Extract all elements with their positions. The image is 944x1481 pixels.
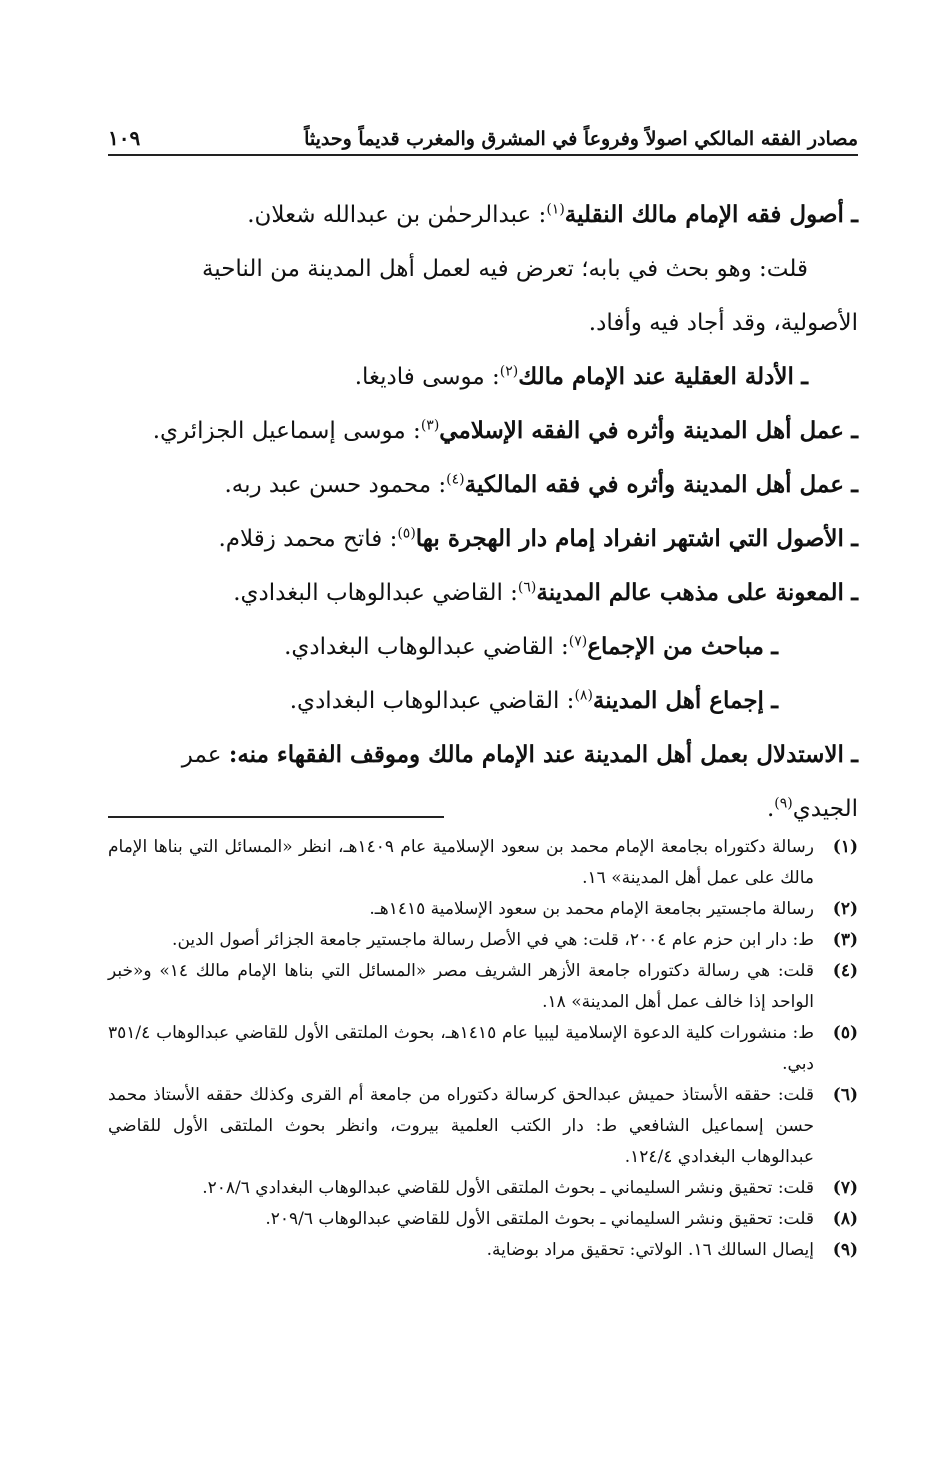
entry-8 bbox=[108, 674, 858, 728]
entry-title: أصول فقه الإمام مالك النقلية bbox=[564, 201, 844, 228]
footnote-marker: (٤) bbox=[446, 471, 465, 488]
footnote-text: إيصال السالك ١٦. الولاتي: تحقيق مراد بوضاية. bbox=[486, 1240, 814, 1260]
footnote-number: (٥) bbox=[832, 1023, 858, 1043]
footnote-text: قلت: هي رسالة دكتوراه جامعة الأزهر الشريف مصر «المسائل التي بناها الإمام مالك ١٤» و«خبر الواحد إذا خالف عمل أهل المدينة» ١٨. bbox=[108, 961, 814, 1012]
footnote-marker: (٨) bbox=[574, 687, 593, 704]
footnote-6 bbox=[108, 1080, 858, 1173]
footnote-number: (٧) bbox=[832, 1178, 858, 1198]
footnote-marker: (٥) bbox=[397, 525, 416, 542]
footnote-3 bbox=[108, 925, 858, 956]
entry-author: : موسى إسماعيل الجزائري. bbox=[152, 418, 421, 444]
entry-author: : موسى فاديغا. bbox=[354, 364, 500, 390]
entry-title: الأصول التي اشتهر انفراد إمام دار الهجرة بها bbox=[415, 525, 844, 552]
entry-author: عمر الجيدي bbox=[181, 742, 858, 822]
footnote-text: رسالة ماجستير بجامعة الإمام محمد بن سعود الإسلامية ١٤١٥هـ. bbox=[369, 899, 814, 919]
footnote-number: (٨) bbox=[832, 1209, 858, 1229]
footnote-8 bbox=[108, 1204, 858, 1235]
entry-author: : القاضي عبدالوهاب البغدادي. bbox=[233, 580, 518, 606]
entry-dash: ـ bbox=[851, 471, 858, 498]
entry-dash: ـ bbox=[771, 687, 778, 714]
page-number: ١٠٩ bbox=[108, 126, 141, 150]
entry-3 bbox=[108, 404, 858, 458]
footnote-number: (٦) bbox=[832, 1085, 858, 1105]
entry-title: إجماع أهل المدينة bbox=[592, 687, 764, 714]
footnote-text: قلت: تحقيق ونشر السليماني ـ بحوث الملتقى الأول للقاضي عبدالوهاب البغدادي ٢٠٨/٦. bbox=[202, 1178, 814, 1198]
entry-9 bbox=[108, 728, 858, 836]
entry-author: : محمود حسن عبد ربه. bbox=[224, 472, 447, 498]
footnote-5 bbox=[108, 1018, 858, 1080]
footnote-marker: (٦) bbox=[517, 579, 537, 596]
footnote-marker: (١) bbox=[546, 201, 565, 218]
running-header bbox=[108, 118, 858, 156]
entry-1 bbox=[108, 188, 858, 242]
footnote-text: قلت: تحقيق ونشر السليماني ـ بحوث الملتقى الأول للقاضي عبدالوهاب ٢٠٩/٦. bbox=[265, 1209, 814, 1229]
comment-line-1: قلت: وهو بحث في بابه؛ تعرض فيه لعمل أهل المدينة من الناحية bbox=[201, 256, 808, 282]
main-text bbox=[108, 188, 858, 836]
entry-dash: ـ bbox=[851, 741, 858, 768]
entry-title: الاستدلال بعمل أهل المدينة عند الإمام مالك وموقف الفقهاء منه bbox=[237, 741, 844, 768]
entry-2 bbox=[108, 350, 858, 404]
entry-title: عمل أهل المدينة وأثره في الفقه الإسلامي bbox=[439, 417, 844, 444]
footnote-2 bbox=[108, 894, 858, 925]
footnote-text: ط: دار ابن حزم عام ٢٠٠٤، قلت: هي في الأصل رسالة ماجستير جامعة الجزائر أصول الدين. bbox=[172, 930, 814, 950]
footnote-marker: (٣) bbox=[420, 417, 440, 434]
footnote-number: (٣) bbox=[832, 930, 858, 950]
footnote-text: ط: منشورات كلية الدعوة الإسلامية ليبيا عام ١٤١٥هـ، بحوث الملتقى الأول للقاضي عبدالوهاب ٣٥١/٤ دبي. bbox=[108, 1023, 814, 1074]
entry-title: مباحث من الإجماع bbox=[587, 633, 764, 660]
footnote-number: (٢) bbox=[832, 899, 858, 919]
entry-title: المعونة على مذهب عالم المدينة bbox=[536, 579, 844, 606]
entry-dash: ـ bbox=[851, 525, 858, 552]
footnote-4 bbox=[108, 956, 858, 1018]
footnote-number: (٤) bbox=[832, 961, 858, 981]
entry-author: : عبدالرحمٰن بن عبدالله شعلان. bbox=[247, 202, 547, 228]
entry-dash: ـ bbox=[851, 201, 858, 228]
footnote-1 bbox=[108, 832, 858, 894]
entry-7 bbox=[108, 620, 858, 674]
entry-colon: : bbox=[228, 741, 238, 768]
footnote-separator bbox=[108, 816, 444, 818]
entry-4 bbox=[108, 458, 858, 512]
entry-author: : فاتح محمد زقلام. bbox=[218, 526, 398, 552]
entry-5 bbox=[108, 512, 858, 566]
entry-dash: ـ bbox=[851, 417, 858, 444]
footnote-text: رسالة دكتوراه بجامعة الإمام محمد بن سعود الإسلامية عام ١٤٠٩هـ، انظر «المسائل التي بناها الإمام مالك على عمل أهل المدينة» ١٦. bbox=[108, 837, 814, 888]
entry-dash: ـ bbox=[801, 363, 808, 390]
comment-line-2: الأصولية، وقد أجاد فيه وأفاد. bbox=[588, 310, 858, 336]
entry-dash: ـ bbox=[771, 633, 778, 660]
entry-6 bbox=[108, 566, 858, 620]
footnote-number: (١) bbox=[832, 837, 858, 857]
footnote-9 bbox=[108, 1235, 858, 1266]
entry-title: عمل أهل المدينة وأثره في فقه المالكية bbox=[464, 471, 844, 498]
entry-end: . bbox=[766, 796, 775, 822]
header-title: مصادر الفقه المالكي اصولاً وفروعاً في المشرق والمغرب قديماً وحديثاً bbox=[304, 128, 858, 150]
footnote-7 bbox=[108, 1173, 858, 1204]
entry-author: : القاضي عبدالوهاب البغدادي. bbox=[284, 634, 569, 660]
footnotes bbox=[108, 832, 858, 1266]
footnote-marker: (٢) bbox=[499, 363, 519, 380]
footnote-marker: (٧) bbox=[568, 633, 588, 650]
footnote-text: قلت: حققه الأستاذ حميش عبدالحق كرسالة دكتوراه من جامعة أم القرى وكذلك حققه الأستاذ محمد حسن إسماعيل الشافعي ط: دار الكتب العلمية بيروت، وانظر بحوث الملتقى الأول للقاضي عبدالوهاب البغدادي ١٢٤/٤. bbox=[108, 1085, 814, 1167]
footnote-marker: (٩) bbox=[774, 795, 793, 812]
footnote-number: (٩) bbox=[832, 1240, 858, 1260]
entry-title: الأدلة العقلية عند الإمام مالك bbox=[518, 363, 794, 390]
entry-dash: ـ bbox=[851, 579, 858, 606]
entry-author: : القاضي عبدالوهاب البغدادي. bbox=[289, 688, 575, 714]
